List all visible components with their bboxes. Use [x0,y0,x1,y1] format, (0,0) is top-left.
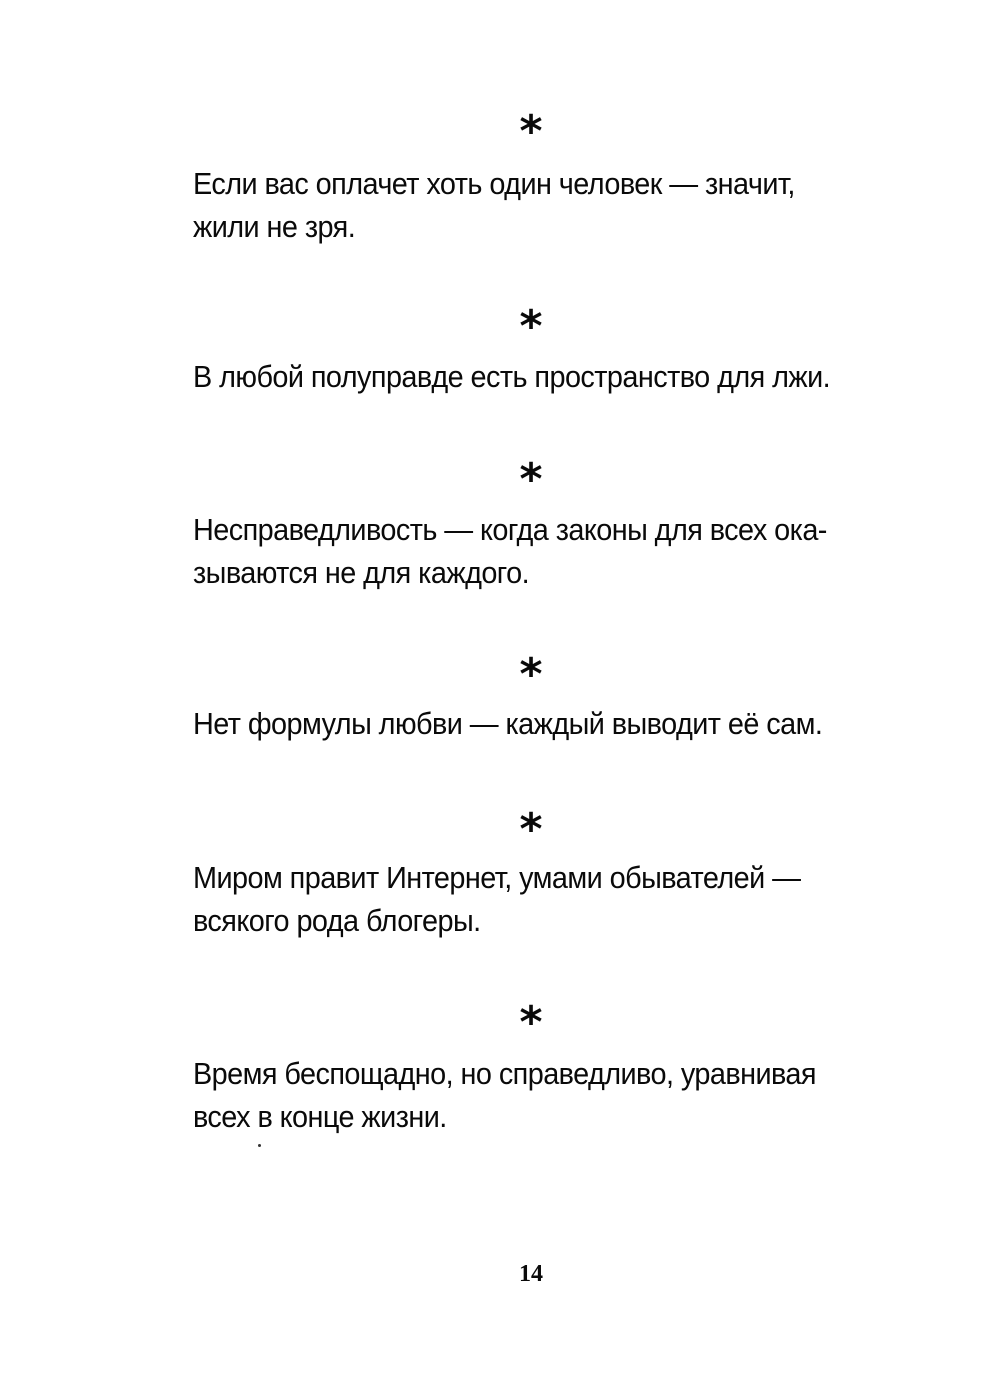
aphorism-2 [193,355,835,398]
aphorism-line: зываются не для каждого. [193,555,530,590]
aphorism-line: всех в конце жизни. [193,1099,447,1134]
aphorism-3 [193,508,835,594]
section-separator: * [519,301,543,352]
section-separator: * [519,649,543,700]
section-separator: * [519,804,543,855]
section-separator: * [519,997,543,1048]
aphorism-line: Нет формулы любви — каждый выводит её сам. [193,706,823,741]
aphorism-5 [193,856,835,942]
section-separator: * [519,454,543,505]
print-speck [258,1144,261,1147]
aphorism-line: Если вас оплачет хоть один человек — значит, [193,166,795,201]
page-number: 14 [519,1261,543,1287]
section-separator: * [519,106,543,157]
aphorism-line: Несправедливость — когда законы для всех ока- [193,512,827,547]
aphorism-4 [193,702,835,745]
aphorism-line: всякого рода блогеры. [193,903,481,938]
aphorism-1 [193,162,835,248]
aphorism-line: жили не зря. [193,209,356,244]
aphorism-line: Миром правит Интернет, умами обывателей — [193,860,801,895]
aphorism-line: В любой полуправде есть пространство для лжи. [193,359,831,394]
aphorism-line: Время беспощадно, но справедливо, уравнивая [193,1056,816,1091]
aphorism-6 [193,1052,835,1138]
